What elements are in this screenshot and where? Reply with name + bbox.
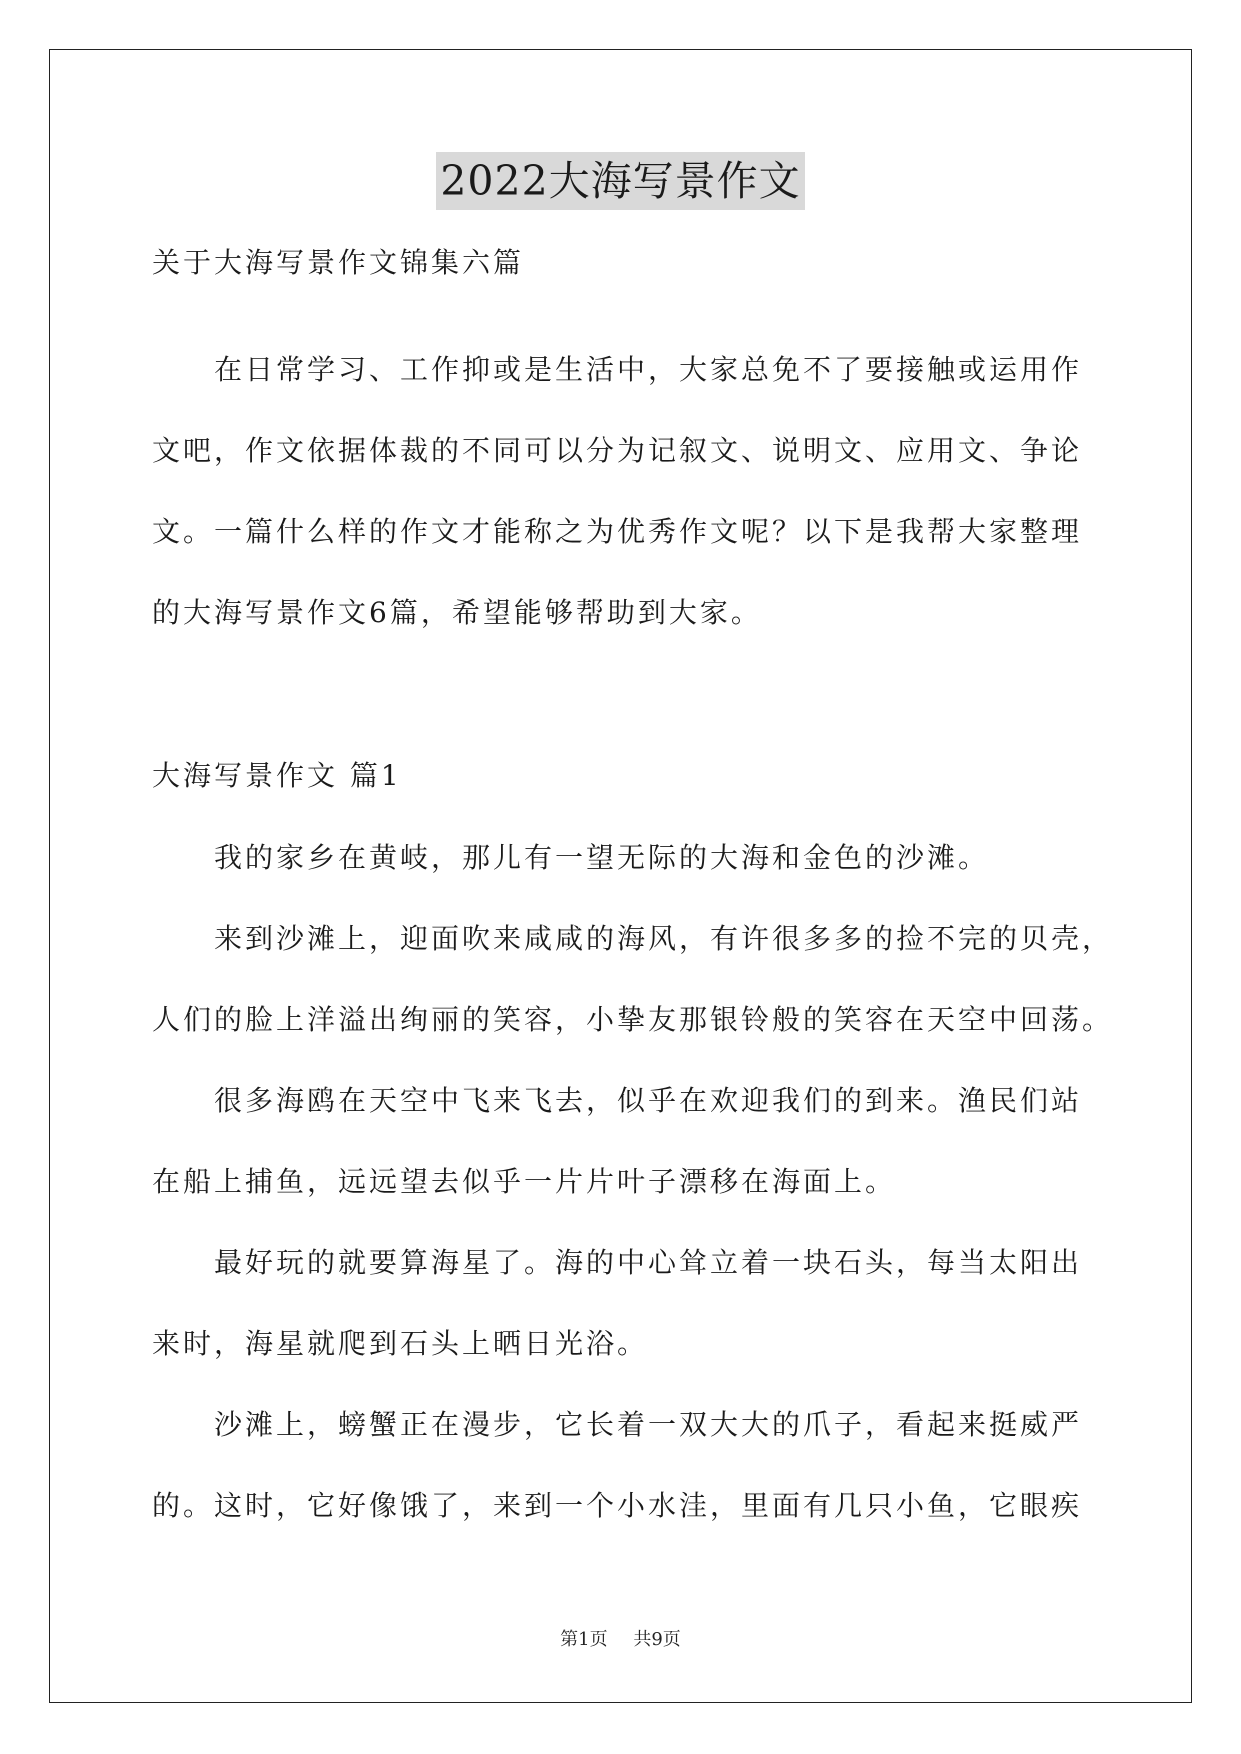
document-subtitle: 关于大海写景作文锦集六篇 (152, 246, 525, 279)
document-title: 2022大海写景作文 (436, 152, 804, 210)
page-total: 共9页 (633, 1629, 681, 1650)
title-container (0, 152, 1241, 210)
body-line: 沙滩上，螃蟹正在漫步，它长着一双大大的爪子，看起来挺威严 (152, 1408, 1083, 1441)
body-line: 人们的脸上洋溢出绚丽的笑容，小挚友那银铃般的笑容在天空中回荡。 (152, 1003, 1114, 1036)
body-line: 来时，海星就爬到石头上晒日光浴。 (152, 1327, 649, 1360)
section-heading: 大海写景作文 篇1 (152, 759, 402, 792)
intro-line: 的大海写景作文6篇，希望能够帮助到大家。 (152, 596, 762, 629)
page-footer (0, 1625, 1241, 1651)
subtitle-block (152, 243, 1092, 283)
body-line: 我的家乡在黄岐，那儿有一望无际的大海和金色的沙滩。 (152, 841, 990, 874)
page-number: 第1页 (560, 1629, 608, 1650)
body-line: 的。这时，它好像饿了，来到一个小水洼，里面有几只小鱼，它眼疾 (152, 1489, 1083, 1522)
section-heading-block (152, 756, 1092, 796)
body-line: 最好玩的就要算海星了。海的中心耸立着一块石头，每当太阳出 (152, 1246, 1083, 1279)
body-line: 来到沙滩上，迎面吹来咸咸的海风，有许很多多的捡不完的贝壳， (152, 922, 1114, 955)
intro-line: 在日常学习、工作抑或是生活中，大家总免不了要接触或运用作 (152, 353, 1083, 386)
intro-line: 文。一篇什么样的作文才能称之为优秀作文呢？以下是我帮大家整理 (152, 515, 1083, 548)
intro-line: 文吧，作文依据体裁的不同可以分为记叙文、说明文、应用文、争论 (152, 434, 1083, 467)
body-line: 很多海鸥在天空中飞来飞去，似乎在欢迎我们的到来。渔民们站 (152, 1084, 1083, 1117)
body-line: 在船上捕鱼，远远望去似乎一片片叶子漂移在海面上。 (152, 1165, 897, 1198)
